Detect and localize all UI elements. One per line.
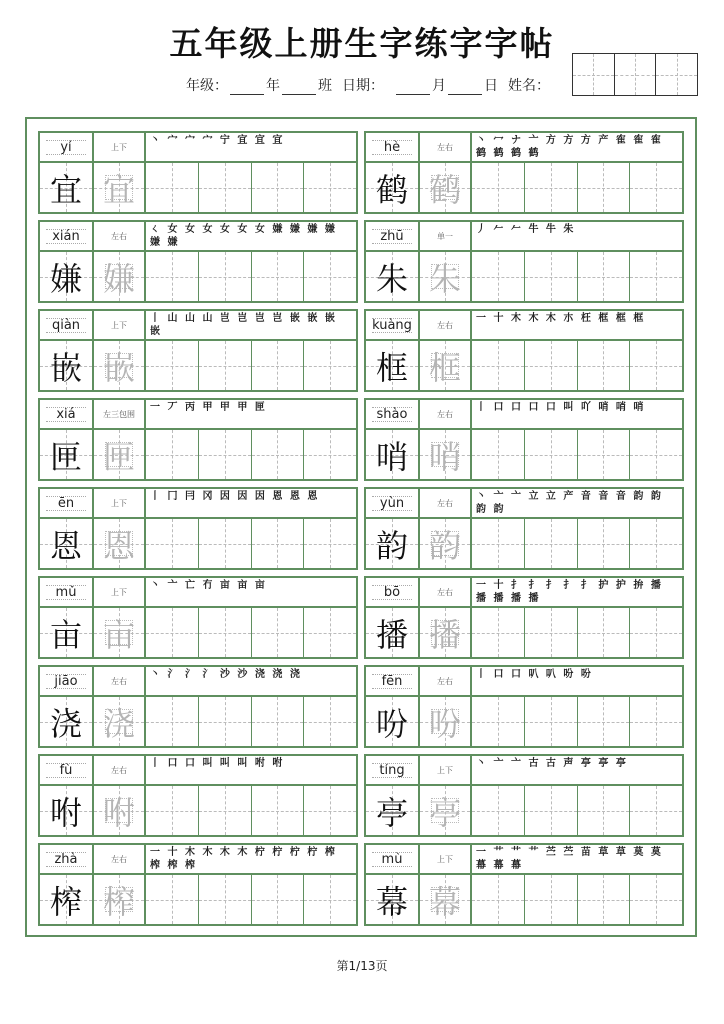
- grade-label: 年级：: [186, 78, 228, 94]
- name-cell[interactable]: [573, 54, 615, 95]
- model-char-cell: [366, 786, 420, 835]
- pinyin: zhū: [366, 222, 420, 250]
- model-char: 宜: [49, 170, 82, 209]
- trace-char-cell[interactable]: [420, 430, 472, 479]
- card-header: [40, 400, 356, 430]
- trace-char: 咐: [102, 793, 135, 832]
- trace-char-cell[interactable]: [94, 430, 146, 479]
- name-label: 姓名：: [508, 78, 550, 94]
- practice-cell[interactable]: [472, 341, 525, 390]
- model-char: 朱: [375, 259, 408, 298]
- trace-char: 鹤: [428, 170, 461, 209]
- page-number: 第1/13页: [336, 959, 388, 973]
- model-char-cell: [366, 875, 420, 924]
- card-grid: [40, 163, 356, 212]
- stroke-order: 丨 口 口 叫 叫 叫 咐 咐: [150, 758, 285, 769]
- structure-label: 左三包围: [94, 400, 146, 428]
- model-char: 吩: [375, 704, 408, 743]
- structure-label: 左右: [420, 489, 472, 517]
- practice-cell[interactable]: [304, 875, 356, 924]
- card-grid: [40, 430, 356, 479]
- structure-label: 左右: [94, 222, 146, 250]
- model-char-cell: [40, 163, 94, 212]
- structure-label: 上下: [94, 578, 146, 606]
- model-char: 榨: [49, 882, 82, 921]
- model-char: 幕: [375, 882, 408, 921]
- trace-char-cell[interactable]: [420, 697, 472, 746]
- trace-char: 宜: [102, 170, 135, 209]
- practice-cell[interactable]: [304, 430, 356, 479]
- practice-cell[interactable]: [304, 519, 356, 568]
- trace-char: 恩: [102, 526, 135, 565]
- pinyin: qiàn: [40, 311, 94, 339]
- card-header: [40, 489, 356, 519]
- model-char: 框: [375, 348, 408, 387]
- structure-label: 上下: [420, 756, 472, 784]
- structure-label: 左右: [420, 311, 472, 339]
- practice-cell[interactable]: [146, 252, 199, 301]
- trace-char: 幕: [428, 882, 461, 921]
- structure-label: 左右: [94, 756, 146, 784]
- card-header: [40, 667, 356, 697]
- card-header: [366, 222, 682, 252]
- trace-char-cell[interactable]: [94, 341, 146, 390]
- practice-cell[interactable]: [252, 430, 305, 479]
- stroke-order: 一 十 木 木 木 朩 枉 框 框 框: [476, 313, 646, 324]
- class-blank[interactable]: [282, 80, 316, 95]
- trace-char: 浇: [102, 704, 135, 743]
- model-char-cell: [40, 519, 94, 568]
- char-card-11: [364, 576, 684, 659]
- practice-cell[interactable]: [525, 608, 578, 657]
- stroke-order: 丶 亠 亠 立 立 产 音 音 音 韵 韵 韵 韵: [476, 491, 663, 515]
- practice-cell[interactable]: [525, 341, 578, 390]
- card-header: [40, 756, 356, 786]
- char-card-16: [38, 843, 358, 926]
- card-grid: [366, 875, 682, 924]
- model-char-cell: [40, 341, 94, 390]
- model-char: 浇: [49, 704, 82, 743]
- practice-cell[interactable]: [199, 341, 252, 390]
- date-label: 日期：: [342, 78, 384, 94]
- pinyin: yí: [40, 133, 94, 161]
- trace-char: 框: [428, 348, 461, 387]
- practice-cell[interactable]: [472, 430, 525, 479]
- model-char: 恩: [49, 526, 82, 565]
- pinyin: shào: [366, 400, 420, 428]
- card-header: [40, 845, 356, 875]
- month-suffix: 月: [432, 78, 446, 94]
- char-card-14: [38, 754, 358, 837]
- trace-char-cell[interactable]: [420, 252, 472, 301]
- practice-cell[interactable]: [199, 697, 252, 746]
- practice-cell[interactable]: [630, 163, 682, 212]
- card-header: [40, 133, 356, 163]
- pinyin: xián: [40, 222, 94, 250]
- structure-label: 上下: [94, 311, 146, 339]
- card-grid: [366, 608, 682, 657]
- practice-cell[interactable]: [146, 519, 199, 568]
- trace-char-cell[interactable]: [94, 786, 146, 835]
- model-char-cell: [366, 608, 420, 657]
- model-char-cell: [366, 341, 420, 390]
- practice-cell[interactable]: [578, 519, 631, 568]
- model-char: 韵: [375, 526, 408, 565]
- trace-char: 匣: [102, 437, 135, 476]
- stroke-order: 丿 𠂉 𠂉 牛 牛 朱: [476, 224, 576, 235]
- card-header: [366, 311, 682, 341]
- model-char-cell: [366, 697, 420, 746]
- practice-cell[interactable]: [199, 786, 252, 835]
- practice-cell[interactable]: [146, 875, 199, 924]
- structure-label: 上下: [420, 845, 472, 873]
- card-header: [366, 667, 682, 697]
- practice-cell[interactable]: [146, 608, 199, 657]
- practice-cell[interactable]: [199, 252, 252, 301]
- card-grid: [366, 163, 682, 212]
- practice-cell[interactable]: [630, 519, 682, 568]
- practice-cell[interactable]: [578, 430, 631, 479]
- card-grid: [40, 519, 356, 568]
- practice-cell[interactable]: [472, 608, 525, 657]
- pinyin: fēn: [366, 667, 420, 695]
- model-char: 鹤: [375, 170, 408, 209]
- stroke-order: 丨 冂 冃 冈 因 因 因 恩 恩 恩: [150, 491, 320, 502]
- structure-label: 上下: [94, 133, 146, 161]
- pinyin: hè: [366, 133, 420, 161]
- char-card-6: [38, 398, 358, 481]
- practice-cell[interactable]: [630, 341, 682, 390]
- practice-cell[interactable]: [252, 697, 305, 746]
- practice-cell[interactable]: [146, 786, 199, 835]
- char-card-2: [38, 220, 358, 303]
- practice-cell[interactable]: [252, 341, 305, 390]
- card-grid: [366, 519, 682, 568]
- practice-cell[interactable]: [525, 252, 578, 301]
- model-char-cell: [40, 875, 94, 924]
- trace-char: 韵: [428, 526, 461, 565]
- trace-char-cell[interactable]: [94, 252, 146, 301]
- practice-cell[interactable]: [304, 608, 356, 657]
- practice-cell[interactable]: [525, 697, 578, 746]
- practice-cell[interactable]: [146, 163, 199, 212]
- practice-cell[interactable]: [525, 163, 578, 212]
- card-grid: [366, 252, 682, 301]
- trace-char-cell[interactable]: [94, 519, 146, 568]
- char-card-1: [364, 131, 684, 214]
- trace-char: 嫌: [102, 259, 135, 298]
- practice-cell[interactable]: [578, 875, 631, 924]
- practice-cell[interactable]: [578, 252, 631, 301]
- model-char: 哨: [375, 437, 408, 476]
- name-cell[interactable]: [615, 54, 657, 95]
- trace-char: 哨: [428, 437, 461, 476]
- model-char: 嵌: [49, 348, 82, 387]
- pinyin: xiá: [40, 400, 94, 428]
- year-suffix: 年: [266, 78, 280, 94]
- card-header: [366, 578, 682, 608]
- trace-char: 亭: [428, 793, 461, 832]
- stroke-order: 一 艹 艹 艹 苎 苎 苗 草 草 莫 莫 幕 幕 幕: [476, 847, 663, 871]
- page-title: 五年级上册生字练字字帖: [169, 24, 555, 63]
- practice-cell[interactable]: [146, 341, 199, 390]
- structure-label: 上下: [94, 489, 146, 517]
- card-grid: [40, 608, 356, 657]
- model-char: 咐: [49, 793, 82, 832]
- pinyin: mǔ: [40, 578, 94, 606]
- practice-cell[interactable]: [578, 608, 631, 657]
- practice-cell[interactable]: [304, 697, 356, 746]
- grade-year-blank[interactable]: [230, 80, 264, 95]
- trace-char-cell[interactable]: [94, 697, 146, 746]
- model-char-cell: [366, 519, 420, 568]
- model-char-cell: [366, 430, 420, 479]
- pinyin: bō: [366, 578, 420, 606]
- card-header: [366, 489, 682, 519]
- structure-label: 单一: [420, 222, 472, 250]
- practice-cell[interactable]: [199, 163, 252, 212]
- practice-cell[interactable]: [304, 341, 356, 390]
- model-char-cell: [40, 786, 94, 835]
- card-header: [40, 311, 356, 341]
- card-grid: [366, 786, 682, 835]
- trace-char: 榨: [102, 882, 135, 921]
- structure-label: 左右: [420, 133, 472, 161]
- practice-cell[interactable]: [525, 430, 578, 479]
- card-header: [366, 400, 682, 430]
- char-card-4: [38, 309, 358, 392]
- stroke-order: 丶 亠 亡 冇 亩 亩 亩: [150, 580, 267, 591]
- structure-label: 左右: [420, 400, 472, 428]
- practice-cell[interactable]: [252, 608, 305, 657]
- stroke-order: 丨 山 山 山 岂 岂 岂 岂 嵌 嵌 嵌 嵌: [150, 313, 337, 337]
- model-char-cell: [40, 697, 94, 746]
- model-char-cell: [366, 163, 420, 212]
- char-card-15: [364, 754, 684, 837]
- practice-cell[interactable]: [630, 252, 682, 301]
- stroke-order: 丶 亠 亠 古 古 声 亭 亭 亭: [476, 758, 628, 769]
- trace-char: 朱: [428, 259, 461, 298]
- char-card-9: [364, 487, 684, 570]
- char-card-3: [364, 220, 684, 303]
- card-grid: [40, 875, 356, 924]
- pinyin: kuàng: [366, 311, 420, 339]
- card-grid: [40, 341, 356, 390]
- practice-cell[interactable]: [578, 786, 631, 835]
- practice-cell[interactable]: [472, 697, 525, 746]
- practice-cell[interactable]: [472, 519, 525, 568]
- char-card-10: [38, 576, 358, 659]
- stroke-order: 一 十 扌 扌 扌 扌 扌 护 护 拚 播 播 播 播 播: [476, 580, 663, 604]
- class-suffix: 班: [318, 78, 332, 94]
- practice-cell[interactable]: [146, 697, 199, 746]
- model-char: 亭: [375, 793, 408, 832]
- char-card-12: [38, 665, 358, 748]
- model-char-cell: [40, 252, 94, 301]
- trace-char-cell[interactable]: [94, 875, 146, 924]
- practice-cell[interactable]: [578, 697, 631, 746]
- char-card-8: [38, 487, 358, 570]
- model-char: 嫌: [49, 259, 82, 298]
- pinyin: fù: [40, 756, 94, 784]
- trace-char-cell[interactable]: [420, 608, 472, 657]
- pinyin: mù: [366, 845, 420, 873]
- practice-cell[interactable]: [630, 697, 682, 746]
- trace-char-cell[interactable]: [94, 163, 146, 212]
- name-cell[interactable]: [656, 54, 697, 95]
- trace-char-cell[interactable]: [420, 875, 472, 924]
- practice-cell[interactable]: [252, 252, 305, 301]
- pinyin: yùn: [366, 489, 420, 517]
- card-grid: [366, 697, 682, 746]
- model-char: 亩: [49, 615, 82, 654]
- stroke-order: 一 丆 丙 甲 甲 甲 匣: [150, 402, 267, 413]
- char-card-5: [364, 309, 684, 392]
- practice-cell[interactable]: [525, 519, 578, 568]
- trace-char-cell[interactable]: [94, 608, 146, 657]
- char-card-7: [364, 398, 684, 481]
- practice-cell[interactable]: [578, 163, 631, 212]
- practice-cell[interactable]: [199, 519, 252, 568]
- structure-label: 左右: [94, 845, 146, 873]
- practice-cell[interactable]: [252, 786, 305, 835]
- structure-label: 左右: [94, 667, 146, 695]
- pinyin: zhà: [40, 845, 94, 873]
- model-char-cell: [366, 252, 420, 301]
- trace-char: 亩: [102, 615, 135, 654]
- student-info-line: [186, 75, 550, 95]
- practice-cell[interactable]: [472, 163, 525, 212]
- practice-cell[interactable]: [199, 430, 252, 479]
- practice-cell[interactable]: [199, 875, 252, 924]
- char-card-0: [38, 131, 358, 214]
- practice-cell[interactable]: [146, 430, 199, 479]
- card-grid: [366, 430, 682, 479]
- day-blank[interactable]: [448, 80, 482, 95]
- trace-char-cell[interactable]: [420, 341, 472, 390]
- model-char: 匣: [49, 437, 82, 476]
- trace-char-cell[interactable]: [420, 519, 472, 568]
- char-card-17: [364, 843, 684, 926]
- pinyin: tíng: [366, 756, 420, 784]
- practice-cell[interactable]: [304, 163, 356, 212]
- practice-cell[interactable]: [304, 786, 356, 835]
- practice-cell[interactable]: [630, 786, 682, 835]
- practice-cell[interactable]: [630, 608, 682, 657]
- name-box[interactable]: [572, 53, 698, 96]
- practice-cell[interactable]: [472, 786, 525, 835]
- practice-cell[interactable]: [472, 252, 525, 301]
- card-header: [40, 578, 356, 608]
- card-header: [366, 845, 682, 875]
- practice-cell[interactable]: [472, 875, 525, 924]
- practice-cell[interactable]: [525, 875, 578, 924]
- practice-cell[interactable]: [252, 875, 305, 924]
- practice-cell[interactable]: [252, 163, 305, 212]
- trace-char: 嵌: [102, 348, 135, 387]
- card-grid: [366, 341, 682, 390]
- month-blank[interactable]: [396, 80, 430, 95]
- trace-char: 播: [428, 615, 461, 654]
- day-suffix: 日: [484, 78, 498, 94]
- card-grid: [40, 697, 356, 746]
- pinyin: jiāo: [40, 667, 94, 695]
- card-grid: [40, 252, 356, 301]
- trace-char-cell[interactable]: [420, 786, 472, 835]
- stroke-order: 丶 冖 ナ 亠 方 方 方 产 隺 隺 隺 鹤 鹤 鹤 鹤: [476, 135, 663, 159]
- card-grid: [40, 786, 356, 835]
- practice-cell[interactable]: [252, 519, 305, 568]
- card-header: [366, 756, 682, 786]
- practice-cell[interactable]: [199, 608, 252, 657]
- card-header: [366, 133, 682, 163]
- practice-cell[interactable]: [630, 430, 682, 479]
- structure-label: 左右: [420, 667, 472, 695]
- stroke-order: ㄑ 女 女 女 女 女 女 嫌 嫌 嫌 嫌 嫌 嫌: [150, 224, 337, 248]
- trace-char-cell[interactable]: [420, 163, 472, 212]
- stroke-order: 丶 氵 氵 氵 沙 沙 浇 浇 浇: [150, 669, 302, 680]
- model-char-cell: [40, 608, 94, 657]
- practice-cell[interactable]: [525, 786, 578, 835]
- trace-char: 吩: [428, 704, 461, 743]
- practice-cell[interactable]: [578, 341, 631, 390]
- char-card-13: [364, 665, 684, 748]
- stroke-order: 丨 口 口 叭 叭 吩 吩: [476, 669, 593, 680]
- stroke-order: 一 十 木 木 木 木 柠 柠 柠 柠 榨 榨 榨 榨: [150, 847, 337, 871]
- stroke-order: 丨 口 口 口 口 叫 吖 哨 哨 哨: [476, 402, 646, 413]
- card-header: [40, 222, 356, 252]
- practice-cell[interactable]: [630, 875, 682, 924]
- stroke-order: 丶 宀 宀 宀 宁 宜 宜 宜: [150, 135, 285, 146]
- model-char-cell: [40, 430, 94, 479]
- pinyin: ēn: [40, 489, 94, 517]
- model-char: 播: [375, 615, 408, 654]
- practice-cell[interactable]: [304, 252, 356, 301]
- structure-label: 左右: [420, 578, 472, 606]
